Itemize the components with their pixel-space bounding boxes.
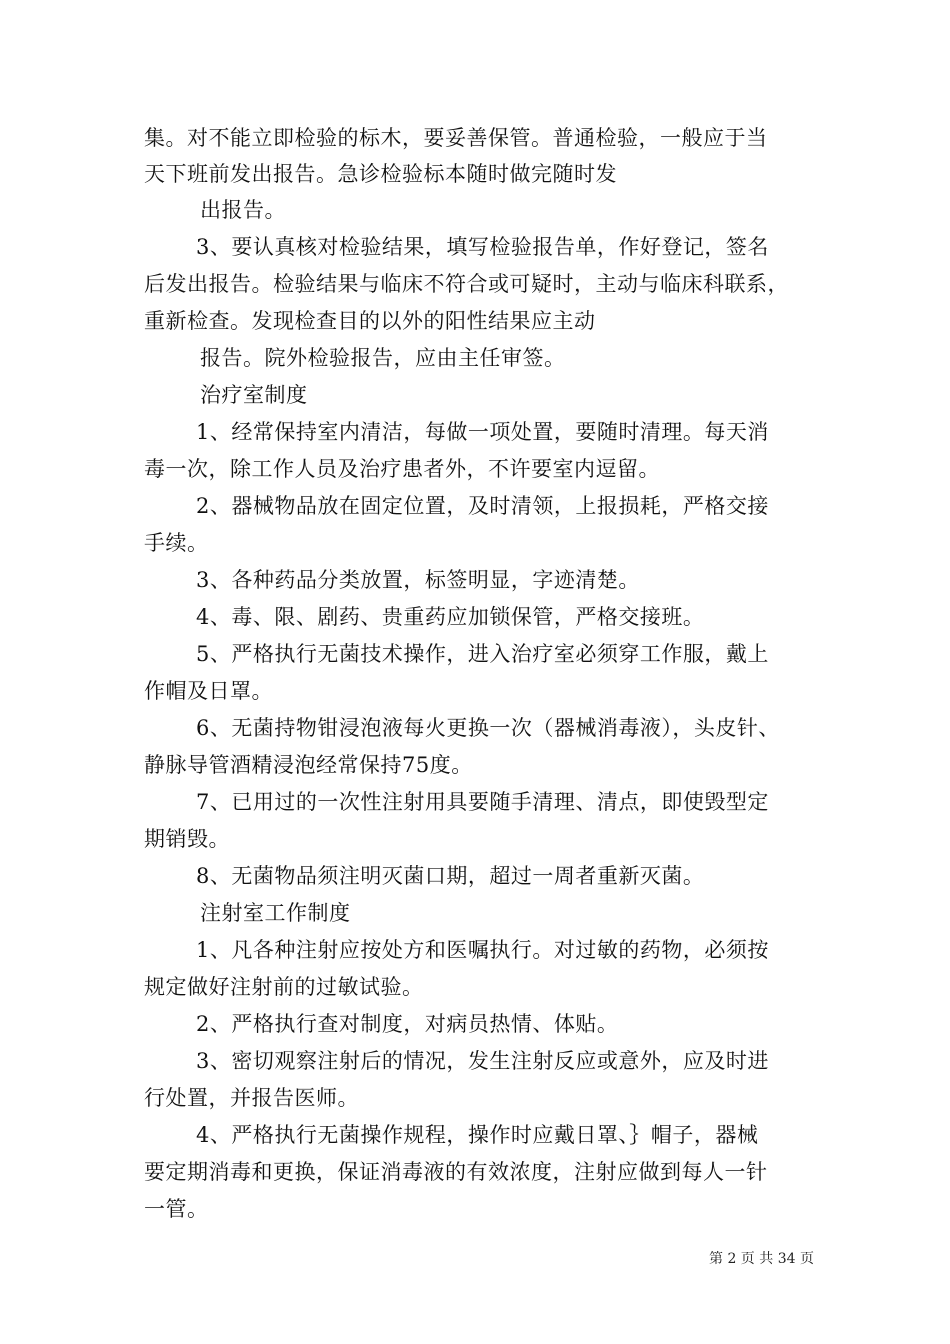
text-line: 8、无菌物品须注明灭菌口期，超过一周者重新灭菌。 xyxy=(196,864,705,888)
text-line: 作帽及日罩。 xyxy=(144,679,273,703)
text-line: 1、凡各种注射应按处方和医嘱执行。对过敏的药物，必须按 xyxy=(196,938,769,962)
page-number-footer: 第 2 页 共 34 页 xyxy=(709,1251,814,1267)
text-line: 行处置，并报告医师。 xyxy=(144,1086,359,1110)
text-line: 后发出报告。检验结果与临床不符合或可疑时，主动与临床科联系， xyxy=(144,272,789,296)
text-line: 4、严格执行无菌操作规程，操作时应戴日罩、｝帽子，器械 xyxy=(196,1123,759,1147)
text-line: 2、器械物品放在固定位置，及时清领，上报损耗，严格交接 xyxy=(196,494,769,518)
text-line: 3、要认真核对检验结果，填写检验报告单，作好登记，签名 xyxy=(196,235,769,259)
text-line: 一管。 xyxy=(144,1197,209,1221)
text-line: 3、各种药品分类放置，标签明显，字迹清楚。 xyxy=(196,568,640,592)
text-line: 期销毁。 xyxy=(144,827,230,851)
text-line: 6、无菌持物钳浸泡液每火更换一次（器械消毒液），头皮针、 xyxy=(196,716,780,740)
text-line: 2、严格执行查对制度，对病员热情、体贴。 xyxy=(196,1012,619,1036)
section-heading: 注射室工作制度 xyxy=(200,901,351,925)
text-line: 3、密切观察注射后的情况，发生注射反应或意外，应及时进 xyxy=(196,1049,769,1073)
text-line: 出报告。 xyxy=(200,198,286,222)
text-line: 要定期消毒和更换，保证消毒液的有效浓度，注射应做到每人一针 xyxy=(144,1160,768,1184)
text-line: 毒一次，除工作人员及治疗患者外，不许要室内逗留。 xyxy=(144,457,660,481)
text-line: 7、已用过的一次性注射用具要随手清理、清点，即使毁型定 xyxy=(196,790,769,814)
text-line: 规定做好注射前的过敏试验。 xyxy=(144,975,424,999)
section-heading: 治疗室制度 xyxy=(200,383,308,407)
text-line: 5、严格执行无菌技术操作，进入治疗室必须穿工作服，戴上 xyxy=(196,642,769,666)
text-line: 重新检查。发现检查目的以外的阳性结果应主动 xyxy=(144,309,596,333)
text-line: 天下班前发出报告。急诊检验标本随时做完随时发 xyxy=(144,162,617,186)
text-line: 手续。 xyxy=(144,531,209,555)
text-line: 报告。院外检验报告，应由主任审签。 xyxy=(200,346,566,370)
text-line: 静脉导管酒精浸泡经常保持75度。 xyxy=(144,753,473,777)
text-line: 4、毒、限、剧药、贵重药应加锁保管，严格交接班。 xyxy=(196,605,705,629)
text-line: 集。对不能立即检验的标木，要妥善保管。普通检验，一般应于当 xyxy=(144,126,768,150)
text-line: 1、经常保持室内清洁，每做一项处置，要随时清理。每天消 xyxy=(196,420,769,444)
